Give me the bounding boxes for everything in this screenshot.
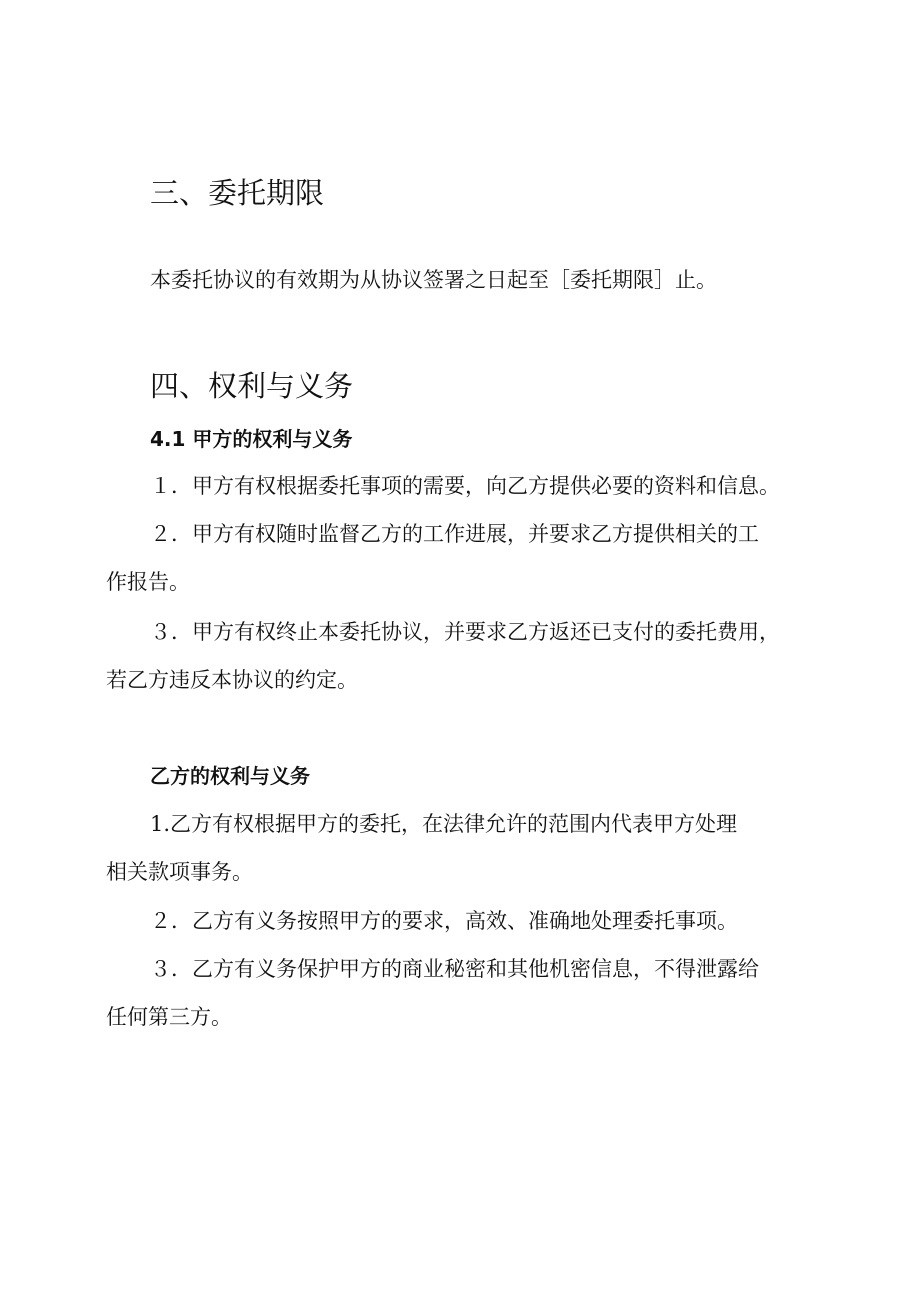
party-b-item-3-line-1: ３．乙方有义务保护甲方的商业秘密和其他机密信息，不得泄露给 (150, 957, 759, 981)
section-heading-term: 三、委托期限 (150, 176, 325, 210)
party-b-item-1-line-2: 相关款项事务。 (106, 860, 253, 884)
party-b-subheading: 乙方的权利与义务 (150, 764, 310, 788)
term-paragraph (150, 256, 810, 304)
party-a-item-2-line-1: ２．甲方有权随时监督乙方的工作进展，并要求乙方提供相关的工 (150, 522, 759, 546)
party-b-item-2 (150, 897, 810, 945)
party-a-item-2-line-2: 作报告。 (106, 570, 190, 594)
party-b-item-1-line-1: 1.乙方有权根据甲方的委托，在法律允许的范围内代表甲方处理 (150, 812, 738, 836)
party-a-item-3 (106, 608, 810, 704)
party-b-item-2-line-1: ２．乙方有义务按照甲方的要求，高效、准确地处理委托事项。 (150, 909, 738, 933)
party-a-subheading: 4.1 甲方的权利与义务 (150, 427, 353, 451)
party-a-item-3-line-2: 若乙方违反本协议的约定。 (106, 668, 358, 692)
party-a-item-3-line-1: ３．甲方有权终止本委托协议，并要求乙方返还已支付的委托费用， (150, 620, 780, 644)
term-text: 本委托协议的有效期为从协议签署之日起至［委托期限］止。 (150, 268, 717, 292)
party-b-item-3-line-2: 任何第三方。 (106, 1005, 232, 1029)
party-a-item-2 (106, 510, 810, 606)
party-b-item-1 (106, 800, 810, 896)
party-a-item-1 (150, 462, 810, 510)
section-heading-rights: 四、权利与义务 (150, 369, 354, 403)
party-b-item-3 (106, 945, 810, 1041)
party-a-item-1-line-1: １．甲方有权根据委托事项的需要，向乙方提供必要的资料和信息。 (150, 474, 780, 498)
